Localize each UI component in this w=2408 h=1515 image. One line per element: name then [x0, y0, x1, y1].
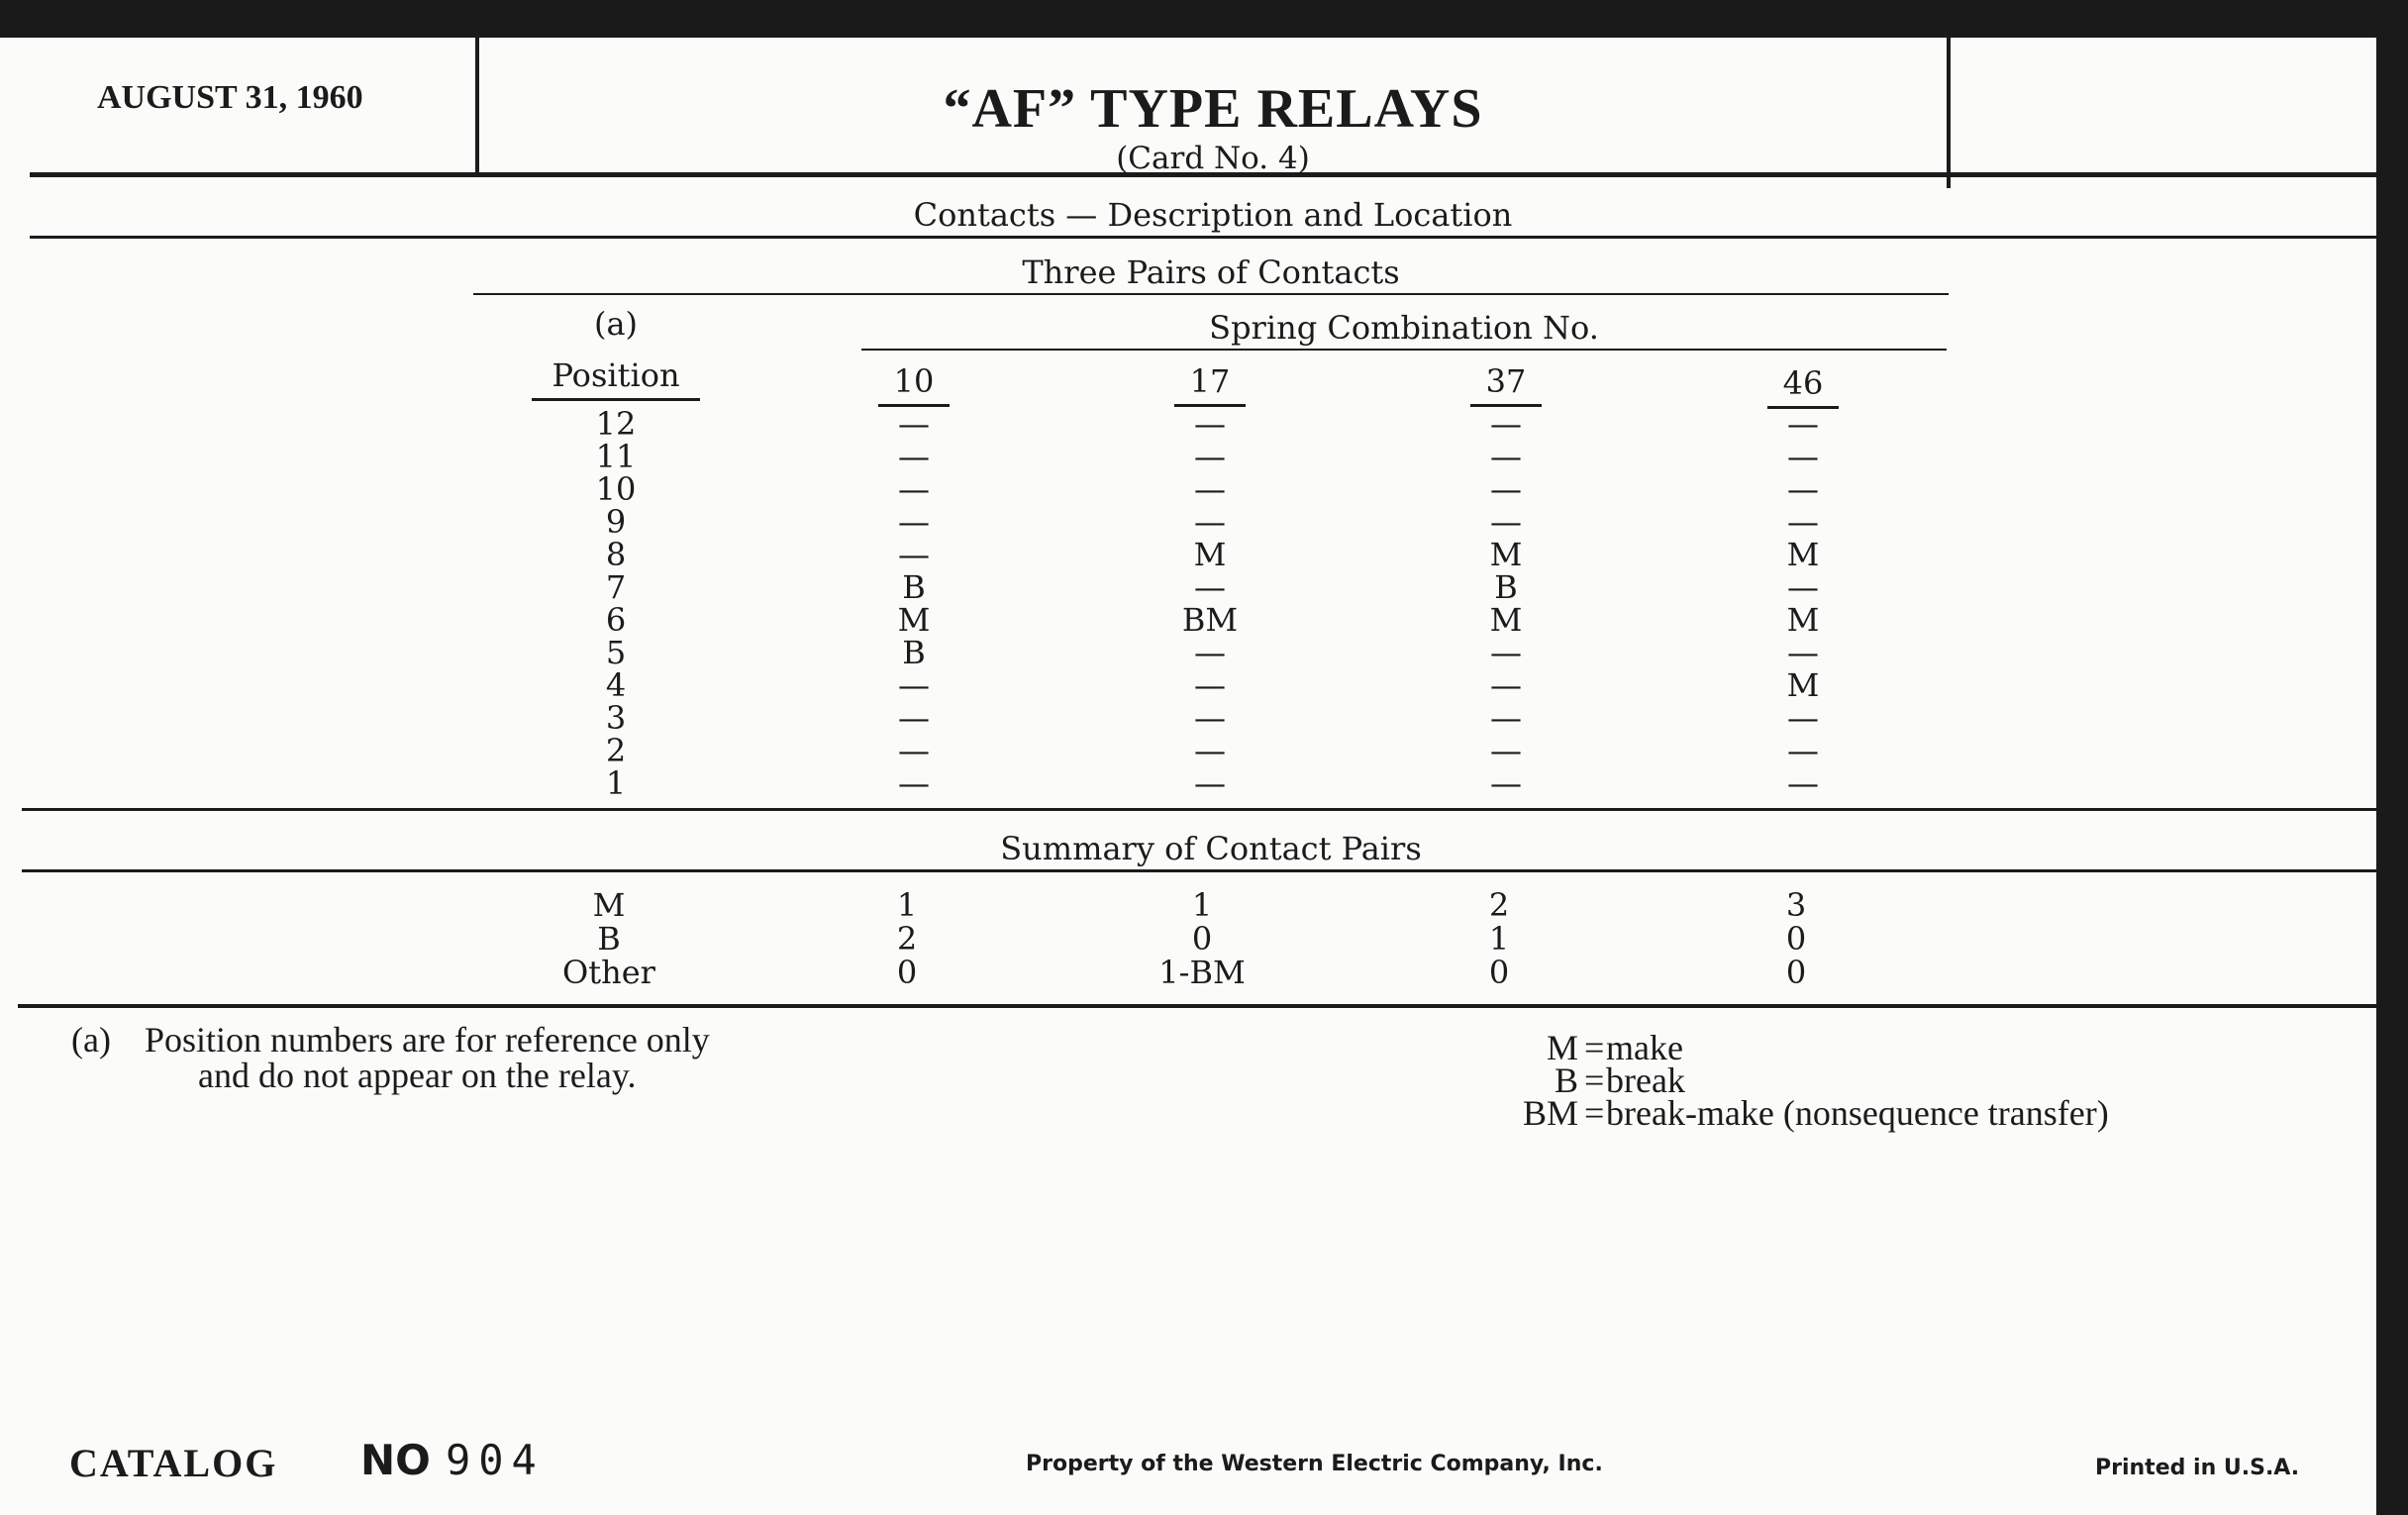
- spring-rule: [861, 349, 1947, 351]
- legend-equals: =: [1584, 1093, 1605, 1133]
- contact-cell: —: [1490, 732, 1522, 769]
- contact-cell: —: [1194, 405, 1226, 443]
- contact-cell: —: [1787, 438, 1819, 475]
- position-number: 11: [595, 438, 637, 475]
- group-rule: [473, 293, 1949, 295]
- reference-card: [0, 38, 2376, 1515]
- table-row: [0, 536, 2376, 573]
- position-number: 5: [605, 634, 627, 671]
- contact-cell: —: [1194, 470, 1226, 508]
- contact-cell: —: [1787, 503, 1819, 541]
- header-divider-right: [1947, 38, 1951, 188]
- contact-cell: M: [1786, 536, 1820, 573]
- contact-cell: —: [1787, 764, 1819, 802]
- position-number: 7: [605, 568, 627, 606]
- section-title: Contacts — Description and Location: [913, 196, 1513, 234]
- group-title: Three Pairs of Contacts: [1022, 253, 1400, 291]
- section-rule: [30, 236, 2376, 239]
- table-row: [0, 503, 2376, 541]
- position-header-label: Position: [532, 356, 699, 401]
- summary-value: 0: [1191, 920, 1213, 958]
- summary-value: 3: [1785, 886, 1807, 924]
- legend-meaning: break-make (nonsequence transfer): [1606, 1093, 2109, 1133]
- table-row: [0, 634, 2376, 671]
- contact-cell: —: [1490, 470, 1522, 508]
- position-number: 9: [605, 503, 627, 541]
- contact-cell: —: [1490, 405, 1522, 443]
- summary-row: [0, 920, 2376, 958]
- contact-cell: M: [1786, 666, 1820, 704]
- contact-cell: M: [897, 601, 931, 639]
- combo-header-10: [864, 362, 963, 407]
- legend-abbr: BM: [1522, 1093, 1578, 1133]
- footnote-marker: (a): [71, 1020, 111, 1060]
- table-row: [0, 699, 2376, 737]
- position-note: (a): [593, 305, 639, 343]
- contact-cell: B: [1494, 568, 1518, 606]
- contact-cell: —: [898, 536, 930, 573]
- contact-cell: —: [898, 732, 930, 769]
- combo-header-46: [1754, 364, 1853, 409]
- contact-cell: —: [1787, 699, 1819, 737]
- catalog-number-prefix: NO: [360, 1436, 431, 1484]
- position-number: 6: [605, 601, 627, 639]
- combo-header-label: 46: [1767, 364, 1840, 409]
- table-row: [0, 732, 2376, 769]
- position-number: 12: [595, 405, 637, 443]
- summary-label: Other: [562, 954, 655, 991]
- position-number: 8: [605, 536, 627, 573]
- combo-header-17: [1160, 362, 1259, 407]
- position-header: [517, 356, 715, 401]
- summary-rule: [22, 869, 2376, 872]
- summary-value: 0: [1785, 920, 1807, 958]
- summary-value: 1-BM: [1158, 954, 1246, 991]
- combo-header-37: [1456, 362, 1555, 407]
- contact-cell: —: [1194, 634, 1226, 671]
- contact-cell: —: [1490, 634, 1522, 671]
- contact-cell: —: [1194, 503, 1226, 541]
- contact-cell: —: [1490, 438, 1522, 475]
- summary-bottom-rule: [18, 1004, 2376, 1008]
- summary-value: 1: [1191, 886, 1213, 924]
- table-row: [0, 601, 2376, 639]
- contact-cell: —: [1787, 732, 1819, 769]
- catalog-number-value: 904: [445, 1436, 545, 1484]
- contact-cell: —: [1194, 764, 1226, 802]
- combo-header-label: 37: [1470, 362, 1543, 407]
- footnote-line-1: Position numbers are for reference only: [145, 1020, 710, 1060]
- legend-meaning: make: [1606, 1028, 1683, 1067]
- contact-cell: —: [898, 764, 930, 802]
- summary-title: Summary of Contact Pairs: [1000, 830, 1422, 867]
- contact-cell: BM: [1181, 601, 1239, 639]
- spring-combination-header: Spring Combination No.: [1209, 309, 1599, 347]
- contact-cell: B: [902, 634, 926, 671]
- summary-label: M: [592, 886, 626, 924]
- summary-label: B: [597, 920, 621, 958]
- table-row: [0, 438, 2376, 475]
- contact-cell: —: [1787, 568, 1819, 606]
- summary-row: [0, 886, 2376, 924]
- table-row: [0, 405, 2376, 443]
- contact-cell: —: [1490, 764, 1522, 802]
- contact-cell: —: [1194, 438, 1226, 475]
- contact-cell: —: [1787, 405, 1819, 443]
- table-row: [0, 764, 2376, 802]
- legend-abbr: B: [1554, 1060, 1578, 1100]
- table-row: [0, 568, 2376, 606]
- property-notice: Property of the Western Electric Company, Inc.: [1026, 1452, 1603, 1476]
- combo-header-label: 10: [878, 362, 951, 407]
- contact-cell: —: [898, 699, 930, 737]
- contact-cell: —: [1490, 666, 1522, 704]
- contact-cell: —: [898, 405, 930, 443]
- contact-cell: —: [898, 470, 930, 508]
- summary-value: 0: [1488, 954, 1510, 991]
- table-row: [0, 470, 2376, 508]
- legend-equals: =: [1584, 1028, 1605, 1067]
- contact-cell: —: [1194, 699, 1226, 737]
- catalog-label: CATALOG: [69, 1441, 278, 1485]
- contact-cell: —: [1490, 503, 1522, 541]
- card-date: AUGUST 31, 1960: [97, 79, 363, 116]
- legend-equals: =: [1584, 1060, 1605, 1100]
- summary-value: 0: [896, 954, 918, 991]
- contact-cell: —: [898, 438, 930, 475]
- contact-cell: —: [1194, 568, 1226, 606]
- contact-cell: B: [902, 568, 926, 606]
- contact-cell: M: [1193, 536, 1227, 573]
- legend-item: [1386, 1093, 2277, 1133]
- printed-notice: Printed in U.S.A.: [2095, 1456, 2300, 1480]
- summary-value: 2: [896, 920, 918, 958]
- contact-cell: —: [1490, 699, 1522, 737]
- summary-value: 1: [1488, 920, 1510, 958]
- card-title: “AF” TYPE RELAYS: [943, 78, 1483, 140]
- contact-cell: M: [1489, 601, 1523, 639]
- legend-meaning: break: [1606, 1060, 1685, 1100]
- table-row: [0, 666, 2376, 704]
- footnote-line-2: and do not appear on the relay.: [198, 1056, 637, 1095]
- contact-cell: —: [898, 666, 930, 704]
- summary-value: 1: [896, 886, 918, 924]
- card-number: (Card No. 4): [1116, 141, 1310, 176]
- position-number: 1: [605, 764, 627, 802]
- position-number: 2: [605, 732, 627, 769]
- position-number: 10: [595, 470, 637, 508]
- contact-cell: M: [1489, 536, 1523, 573]
- contact-cell: —: [898, 503, 930, 541]
- summary-value: 2: [1488, 886, 1510, 924]
- combo-header-label: 17: [1174, 362, 1247, 407]
- contact-cell: —: [1787, 470, 1819, 508]
- position-number: 4: [605, 666, 627, 704]
- catalog-number: [360, 1436, 545, 1484]
- legend-item: [1386, 1028, 2277, 1067]
- contact-cell: M: [1786, 601, 1820, 639]
- table-bottom-rule: [22, 808, 2376, 811]
- summary-value: 0: [1785, 954, 1807, 991]
- summary-row: [0, 954, 2376, 991]
- contact-cell: —: [1194, 732, 1226, 769]
- position-number: 3: [605, 699, 627, 737]
- contact-cell: —: [1194, 666, 1226, 704]
- legend-abbr: M: [1546, 1028, 1578, 1067]
- contact-cell: —: [1787, 634, 1819, 671]
